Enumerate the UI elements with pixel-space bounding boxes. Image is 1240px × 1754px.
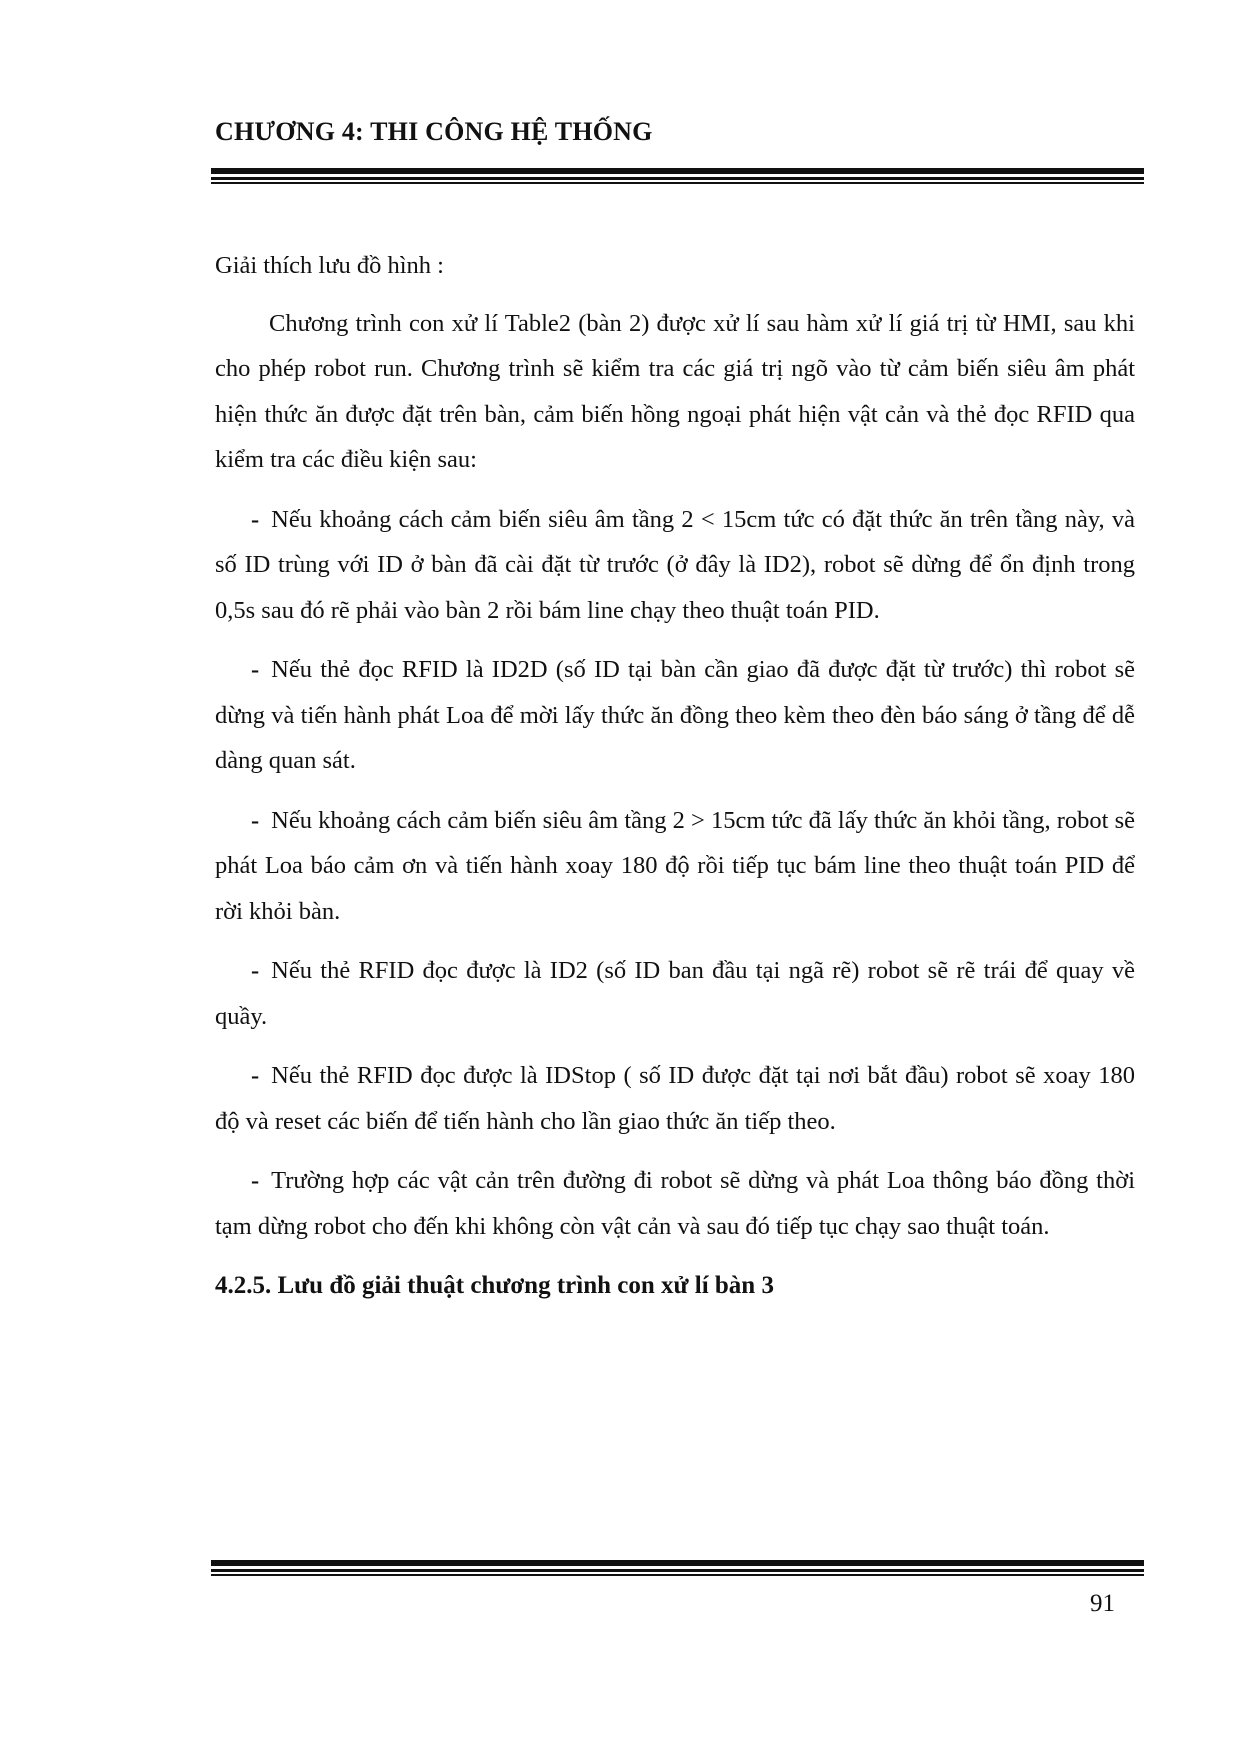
bullet-item	[215, 948, 1135, 1039]
bullet-item	[215, 497, 1135, 634]
bullet-item	[215, 1053, 1135, 1144]
body-paragraph: Chương trình con xử lí Table2 (bàn 2) được xử lí sau hàm xử lí giá trị từ HMI, sau khi cho phép robot run. Chương trình sẽ kiểm tra các giá trị ngõ vào từ cảm biến siêu âm phát hiện thức ăn được đặt trên bàn, cảm biến hồng ngoại phát hiện vật cản và thẻ đọc RFID qua kiểm tra các điều kiện sau:	[215, 309, 1135, 473]
bullet-marker: -	[251, 1167, 260, 1194]
body-text	[215, 243, 1135, 1309]
bullet-marker: -	[251, 1062, 260, 1089]
bullet-marker: -	[251, 505, 260, 533]
bullet-marker: -	[251, 806, 260, 834]
bullet-item	[215, 1158, 1135, 1249]
bullet-marker: -	[251, 957, 260, 984]
bullet-text: Nếu thẻ RFID đọc được là IDStop ( số ID được đặt tại nơi bắt đầu) robot sẽ xoay 180 độ và reset các biến để tiến hành cho lần giao thức ăn tiếp theo.	[215, 1062, 1135, 1135]
footer-rule	[211, 1560, 1144, 1576]
page-number: 91	[1090, 1590, 1115, 1617]
bullet-item	[215, 798, 1135, 935]
bullet-text: Nếu khoảng cách cảm biến siêu âm tầng 2 > 15cm tức đã lấy thức ăn khỏi tầng, robot sẽ phát Loa báo cảm ơn và tiến hành xoay 180 độ rồi tiếp tục bám line theo thuật toán PID để rời khỏi bàn.	[215, 806, 1135, 925]
section-heading: 4.2.5. Lưu đồ giải thuật chương trình con xử lí bàn 3	[215, 1272, 774, 1299]
bullet-text: Nếu thẻ RFID đọc được là ID2 (số ID ban đầu tại ngã rẽ) robot sẽ rẽ trái để quay về quầy.	[215, 957, 1135, 1030]
bullet-text: Nếu thẻ đọc RFID là ID2D (số ID tại bàn cần giao đã được đặt từ trước) thì robot sẽ dừng và tiến hành phát Loa để mời lấy thức ăn đồng theo kèm theo đèn báo sáng ở tầng để dễ dàng quan sát.	[215, 656, 1135, 774]
header-rule	[211, 168, 1144, 184]
bullet-marker: -	[251, 656, 260, 683]
bullet-item	[215, 647, 1135, 784]
chapter-title: CHƯƠNG 4: THI CÔNG HỆ THỐNG	[215, 117, 653, 146]
intro-line: Giải thích lưu đồ hình :	[215, 252, 444, 279]
bullet-text: Trường hợp các vật cản trên đường đi robot sẽ dừng và phát Loa thông báo đồng thời tạm dừng robot cho đến khi không còn vật cản và sau đó tiếp tục chạy sao thuật toán.	[215, 1167, 1135, 1240]
bullet-text: Nếu khoảng cách cảm biến siêu âm tầng 2 < 15cm tức có đặt thức ăn trên tầng này, và số ID trùng với ID ở bàn đã cài đặt từ trước (ở đây là ID2), robot sẽ dừng để ổn định trong 0,5s sau đó rẽ phải vào bàn 2 rồi bám line chạy theo thuật toán PID.	[215, 505, 1135, 624]
